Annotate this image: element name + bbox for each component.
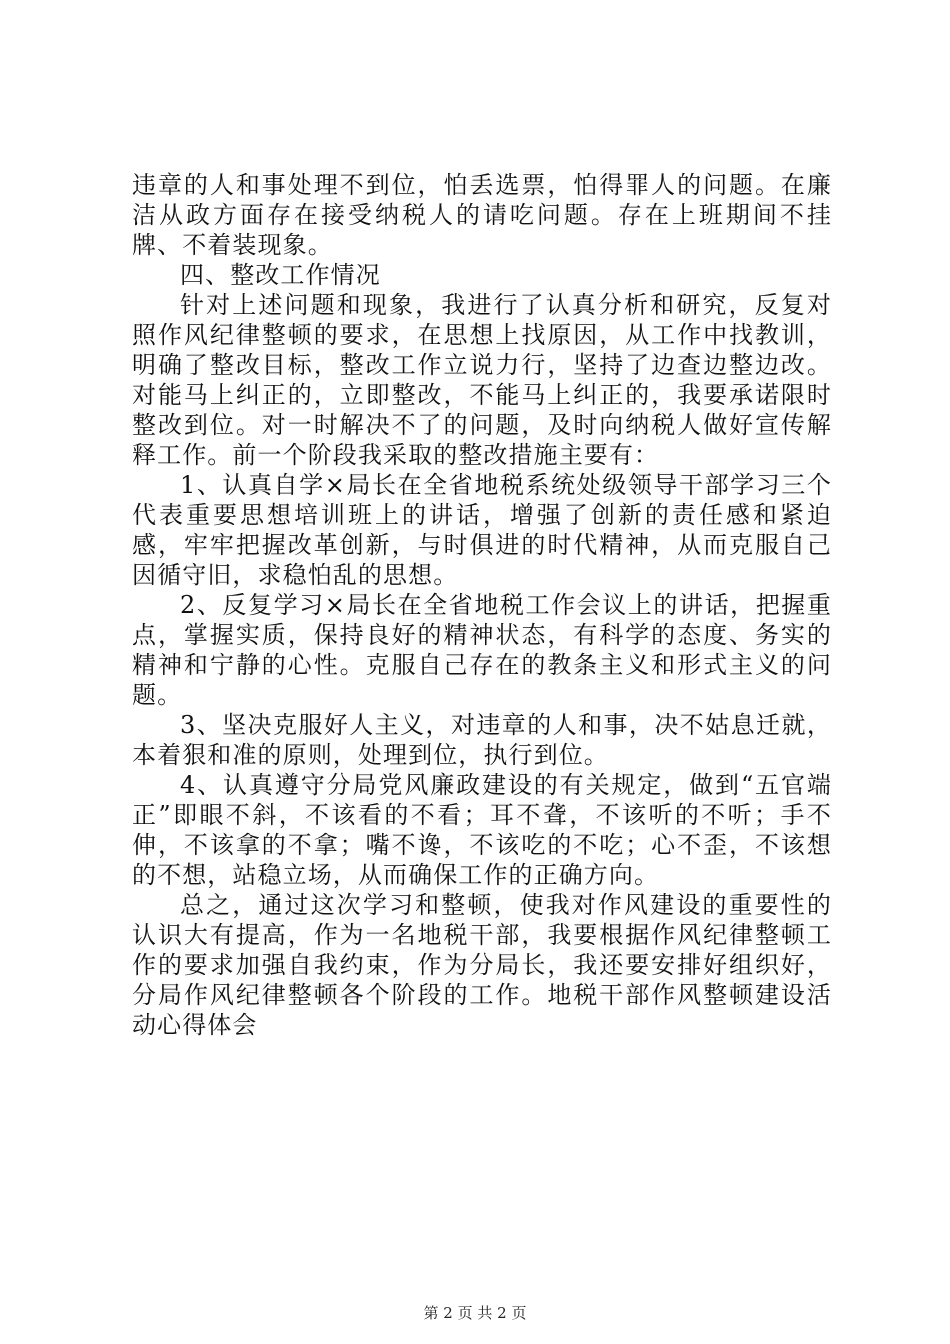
paragraph-continuation: 违章的人和事处理不到位，怕丢选票，怕得罪人的问题。在廉洁从政方面存在接受纳税人的请吃问题。存在上班期间不挂牌、不着装现象。 [132,171,832,259]
paragraph-conclusion: 总之，通过这次学习和整顿，使我对作风建设的重要性的认识大有提高，作为一名地税干部，我要根据作风纪律整顿工作的要求加强自我约束，作为分局长，我还要安排好组织好，分局作风纪律整顿各个阶段的工作。地税干部作风整顿建设活动心得体会 [132,891,832,1039]
document-body [132,170,832,1040]
list-item-1: 1、认真自学×局长在全省地税系统处级领导干部学习三个代表重要思想培训班上的讲话，增强了创新的责任感和紧迫感，牢牢把握改革创新，与时俱进的时代精神，从而克服自己因循守旧，求稳怕乱的思想。 [132,471,832,589]
list-item-4: 4、认真遵守分局党风廉政建设的有关规定，做到“五官端正”即眼不斜，不该看的不看；耳不聋，不该听的不听；手不伸，不该拿的不拿；嘴不谗，不该吃的不吃；心不歪，不该想的不想，站稳立场，从而确保工作的正确方向。 [132,771,832,889]
list-item-3: 3、坚决克服好人主义，对违章的人和事，决不姑息迁就，本着狠和准的原则，处理到位，执行到位。 [132,711,832,769]
list-item-2: 2、反复学习×局长在全省地税工作会议上的讲话，把握重点，掌握实质，保持良好的精神状态，有科学的态度、务实的精神和宁静的心性。克服自己存在的教条主义和形式主义的问题。 [132,591,832,709]
page-footer: 第 2 页 共 2 页 [423,1304,527,1322]
section-heading: 四、整改工作情况 [180,261,381,289]
paragraph-rectification-intro: 针对上述问题和现象，我进行了认真分析和研究，反复对照作风纪律整顿的要求，在思想上找原因，从工作中找教训，明确了整改目标，整改工作立说力行，坚持了边查边整边改。对能马上纠正的，立即整改，不能马上纠正的，我要承诺限时整改到位。对一时解决不了的问题，及时向纳税人做好宣传解释工作。前一个阶段我采取的整改措施主要有： [132,291,832,469]
